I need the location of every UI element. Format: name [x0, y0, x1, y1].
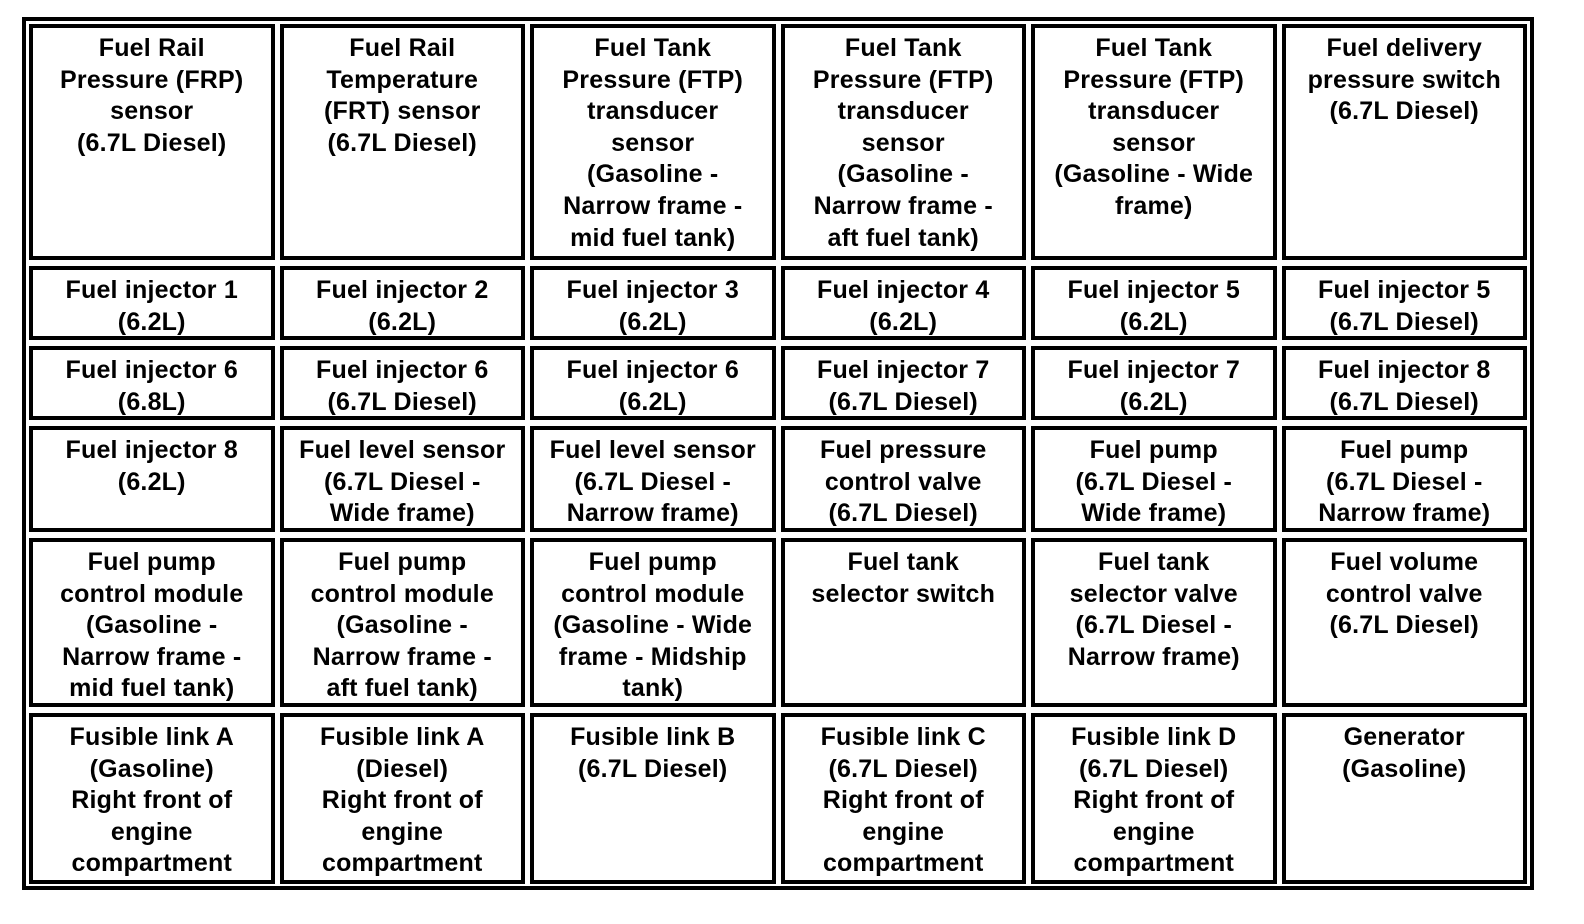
- cell-label: Generator (Gasoline): [1342, 723, 1467, 783]
- cell-label: Fuel pump control module (Gasoline - Narrow frame - aft fuel tank): [310, 548, 494, 703]
- table-cell: [1031, 266, 1277, 340]
- table-cell: [781, 266, 1027, 340]
- table-cell: [781, 24, 1027, 260]
- table-cell: [29, 426, 275, 532]
- cell-label: Fuel injector 3 (6.2L): [566, 276, 739, 336]
- table-cell: [530, 346, 776, 420]
- table-cell: [280, 346, 526, 420]
- cell-label: Fusible link A (Gasoline) Right front of engine compartment: [69, 723, 234, 878]
- cell-label: Fuel level sensor (6.7L Diesel - Narrow frame): [549, 436, 756, 528]
- table-cell: [280, 713, 526, 884]
- table-cell: [29, 24, 275, 260]
- component-location-table: [22, 17, 1534, 890]
- cell-label: Fuel injector 8 (6.7L Diesel): [1318, 356, 1491, 416]
- cell-label: Fuel level sensor (6.7L Diesel - Wide frame): [299, 436, 506, 528]
- cell-label: Fusible link B (6.7L Diesel): [570, 723, 736, 783]
- table-cell: [280, 426, 526, 532]
- cell-label: Fuel injector 7 (6.7L Diesel): [817, 356, 990, 416]
- cell-label: Fusible link D (6.7L Diesel) Right front of engine compartment: [1071, 723, 1237, 878]
- cell-label: Fuel injector 1 (6.2L): [65, 276, 238, 336]
- cell-label: Fuel injector 6 (6.2L): [566, 356, 739, 416]
- table-cell: [530, 538, 776, 707]
- cell-label: Fuel injector 2 (6.2L): [316, 276, 489, 336]
- table-cell: [29, 266, 275, 340]
- table-cell: [781, 426, 1027, 532]
- table-cell: [530, 24, 776, 260]
- table-cell: [530, 713, 776, 884]
- table-cell: [1282, 713, 1528, 884]
- cell-label: Fuel injector 5 (6.7L Diesel): [1318, 276, 1491, 336]
- cell-label: Fuel volume control valve (6.7L Diesel): [1325, 548, 1483, 640]
- table-cell: [1282, 538, 1528, 707]
- table-cell: [530, 426, 776, 532]
- table-cell: [1031, 426, 1277, 532]
- table-cell: [29, 538, 275, 707]
- cell-label: Fuel injector 6 (6.7L Diesel): [316, 356, 489, 416]
- table-cell: [280, 538, 526, 707]
- cell-label: Fuel Tank Pressure (FTP) transducer sensor (Gasoline - Narrow frame - mid fuel tank): [562, 34, 744, 252]
- cell-label: Fuel tank selector valve (6.7L Diesel - Narrow frame): [1067, 548, 1240, 671]
- cell-label: Fuel injector 8 (6.2L): [65, 436, 238, 496]
- table-cell: [1031, 538, 1277, 707]
- table-cell: [1031, 24, 1277, 260]
- table-cell: [781, 538, 1027, 707]
- table-cell: [781, 346, 1027, 420]
- table-cell: [280, 266, 526, 340]
- cell-label: Fuel delivery pressure switch (6.7L Diesel): [1307, 34, 1501, 126]
- table-cell: [29, 346, 275, 420]
- cell-label: Fuel injector 7 (6.2L): [1067, 356, 1240, 416]
- cell-label: Fuel pump control module (Gasoline - Narrow frame - mid fuel tank): [60, 548, 244, 703]
- cell-label: Fuel pump control module (Gasoline - Wide frame - Midship tank): [553, 548, 753, 703]
- table-cell: [781, 713, 1027, 884]
- table-cell: [1282, 426, 1528, 532]
- table-cell: [280, 24, 526, 260]
- table-cell: [1282, 266, 1528, 340]
- table-grid: [29, 24, 1527, 883]
- cell-label: Fuel injector 6 (6.8L): [65, 356, 238, 416]
- table-cell: [1031, 713, 1277, 884]
- cell-label: Fuel Tank Pressure (FTP) transducer sensor (Gasoline - Wide frame): [1054, 34, 1254, 220]
- cell-label: Fuel Rail Temperature (FRT) sensor (6.7L Diesel): [323, 34, 481, 157]
- cell-label: Fuel injector 4 (6.2L): [817, 276, 990, 336]
- cell-label: Fusible link C (6.7L Diesel) Right front of engine compartment: [820, 723, 986, 878]
- cell-label: Fusible link A (Diesel) Right front of engine compartment: [320, 723, 485, 878]
- cell-label: Fuel pump (6.7L Diesel - Wide frame): [1075, 436, 1233, 528]
- table-cell: [530, 266, 776, 340]
- cell-label: Fuel pump (6.7L Diesel - Narrow frame): [1318, 436, 1491, 528]
- table-cell: [1282, 346, 1528, 420]
- table-cell: [1282, 24, 1528, 260]
- table-cell: [1031, 346, 1277, 420]
- table-cell: [29, 713, 275, 884]
- cell-label: Fuel Tank Pressure (FTP) transducer sensor (Gasoline - Narrow frame - aft fuel tank): [812, 34, 994, 252]
- cell-label: Fuel tank selector switch: [811, 548, 996, 608]
- cell-label: Fuel injector 5 (6.2L): [1067, 276, 1240, 336]
- cell-label: Fuel pressure control valve (6.7L Diesel): [819, 436, 987, 528]
- cell-label: Fuel Rail Pressure (FRP) sensor (6.7L Diesel): [60, 34, 244, 157]
